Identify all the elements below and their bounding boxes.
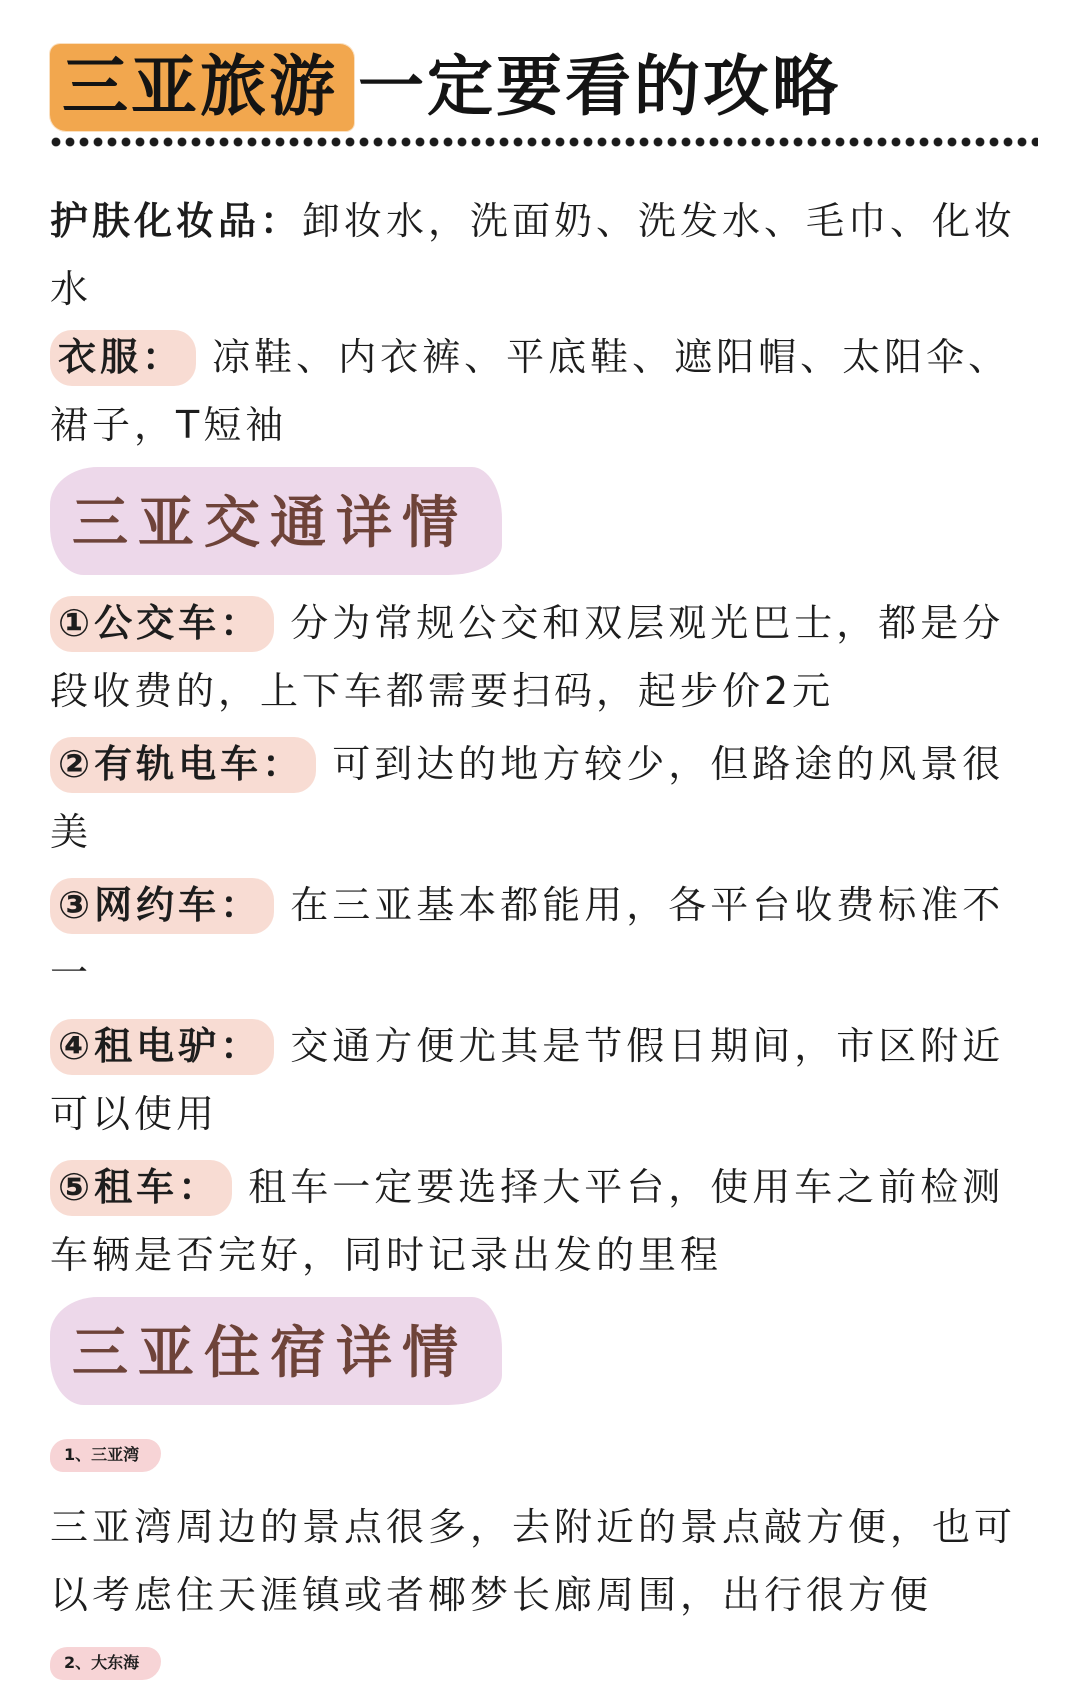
transport-item-carrental <box>50 1153 1038 1289</box>
transport-item-bus <box>50 589 1038 725</box>
transport-item-bus-label: ①公交车： <box>50 596 274 652</box>
transport-item-ridehailing-text: 在三亚基本都能用，各平台收费标准不一 <box>50 882 1005 995</box>
title-highlight-span: 三亚旅游 <box>50 44 354 131</box>
packing-clothes-label: 衣服： <box>50 330 196 386</box>
transport-items <box>50 589 1038 1289</box>
packing-section <box>50 187 1038 459</box>
accommodation-heading-row <box>50 1297 1038 1405</box>
title-rest-span: 一定要看的攻略 <box>358 48 841 125</box>
accommodation-entry-sanyabay-desc: 三亚湾周边的景点很多，去附近的景点敲方便，也可以考虑住天涯镇或者椰梦长廊周围，出行很方便 <box>50 1504 1017 1617</box>
transport-section <box>50 467 1038 1289</box>
transport-item-bus-text: 分为常规公交和双层观光巴士，都是分段收费的，上下车都需要扫码，起步价2元 <box>50 600 1005 713</box>
transport-heading-row <box>50 467 1038 575</box>
dotted-divider <box>50 136 1038 149</box>
transport-item-ridehailing-label: ③网约车： <box>50 878 274 934</box>
transport-item-tram <box>50 730 1038 866</box>
accommodation-section <box>50 1297 1038 1697</box>
accommodation-entry-sanyabay <box>50 1421 1038 1489</box>
transport-item-carrental-text: 租车一定要选择大平台，使用车之前检测车辆是否完好，同时记录出发的里程 <box>50 1164 1005 1277</box>
transport-heading: 三亚交通详情 <box>72 490 468 556</box>
transport-heading-highlight <box>50 467 502 575</box>
transport-item-escooter-text: 交通方便尤其是节假日期间，市区附近可以使用 <box>50 1023 1005 1136</box>
transport-item-escooter-label: ④租电驴： <box>50 1019 274 1075</box>
title-row <box>50 0 1038 130</box>
page-title <box>50 44 841 130</box>
accommodation-entry-dadonghai <box>50 1629 1038 1697</box>
packing-item-skincare <box>50 187 1038 323</box>
accommodation-entries <box>50 1421 1038 1697</box>
accommodation-entry-dadonghai-label: 2、大东海 <box>50 1647 161 1680</box>
accommodation-heading: 三亚住宿详情 <box>72 1320 468 1386</box>
accommodation-entry-sanyabay-label: 1、三亚湾 <box>50 1439 161 1472</box>
transport-item-ridehailing <box>50 871 1038 1007</box>
transport-item-tram-text: 可到达的地方较少，但路途的风景很美 <box>50 741 1005 854</box>
transport-item-tram-label: ②有轨电车： <box>50 737 316 793</box>
packing-item-clothes <box>50 323 1038 459</box>
packing-skincare-text: 卸妆水，洗面奶、洗发水、毛巾、化妆水 <box>50 198 1017 311</box>
packing-skincare-label: 护肤化妆品： <box>50 198 303 243</box>
transport-item-escooter <box>50 1012 1038 1148</box>
accommodation-heading-highlight <box>50 1297 502 1405</box>
packing-clothes-text: 凉鞋、内衣裤、平底鞋、遮阳帽、太阳伞、裙子，T短袖 <box>50 334 1011 447</box>
transport-item-carrental-label: ⑤租车： <box>50 1160 232 1216</box>
